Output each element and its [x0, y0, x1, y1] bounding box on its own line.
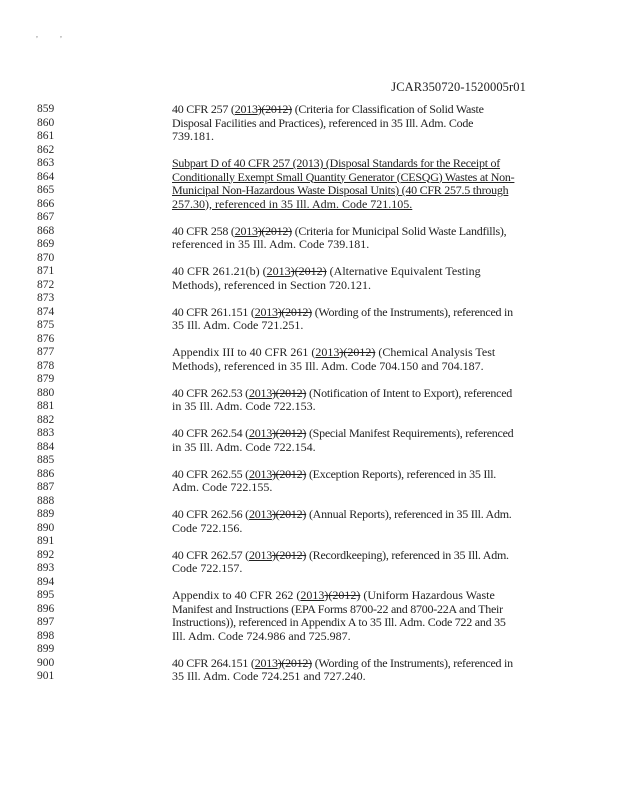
line-text [172, 615, 506, 629]
text-segment: 40 CFR 262.55 ( [172, 466, 249, 481]
document-line [0, 386, 618, 400]
document-line [0, 467, 618, 481]
document-line [0, 197, 618, 211]
line-number: 892 [37, 548, 55, 561]
struck-text: )(2012) [271, 547, 307, 562]
inserted-text: 2013 [266, 264, 291, 278]
line-number: 901 [37, 670, 55, 682]
line-number: 893 [37, 562, 55, 574]
text-segment: (Annual Reports), referenced in 35 Ill. Adm. [306, 507, 512, 521]
document-line [0, 305, 618, 319]
inserted-text: 2013 [254, 655, 278, 670]
text-segment: (Special Manifest Requirements), referenced [306, 426, 514, 440]
line-text [172, 561, 242, 575]
document-line [0, 345, 618, 359]
line-number: 884 [37, 440, 55, 453]
text-segment: Methods), referenced in Section 720.121. [172, 277, 371, 292]
text-segment: 40 CFR 262.54 ( [172, 426, 249, 440]
text-segment: 40 CFR 257 ( [172, 102, 235, 116]
line-number: 874 [37, 305, 55, 318]
text-segment: 40 CFR 262.57 ( [172, 547, 249, 562]
document-line [0, 359, 618, 373]
document-line [0, 413, 618, 427]
document-line [0, 561, 618, 575]
document-line [0, 480, 618, 494]
line-number: 895 [37, 589, 55, 601]
line-number: 886 [37, 467, 55, 480]
line-text [172, 656, 513, 670]
document-line [0, 224, 618, 238]
document-line [0, 453, 618, 467]
line-number: 899 [37, 643, 55, 655]
line-number: 865 [37, 184, 55, 196]
line-text [172, 237, 369, 251]
text-segment: (Criteria for Municipal Solid Waste Landfills), [291, 223, 507, 238]
text-segment: Code 722.156. [172, 520, 243, 535]
document-line [0, 575, 618, 589]
line-text [172, 507, 512, 521]
line-text [172, 480, 272, 494]
line-number: 885 [37, 454, 55, 466]
struck-text: )(2012) [271, 466, 307, 481]
struck-text: )(2012) [339, 345, 376, 359]
text-segment: 739.181. [172, 129, 214, 143]
line-number: 862 [37, 143, 55, 156]
text-segment: Ill. Adm. Code 724.986 and 725.987. [172, 628, 351, 643]
text-segment: in 35 Ill. Adm. Code 722.153. [172, 399, 316, 413]
line-number: 861 [37, 130, 55, 142]
line-text [172, 278, 371, 292]
line-text [172, 440, 316, 454]
text-segment: 40 CFR 262.56 ( [172, 507, 249, 521]
document-line [0, 656, 618, 670]
line-number: 859 [37, 103, 55, 115]
inserted-text: 2013 [248, 426, 272, 440]
document-line [0, 399, 618, 413]
inserted-text: 2013 [248, 507, 272, 521]
line-number: 872 [37, 278, 55, 291]
line-text [172, 264, 481, 278]
line-text [172, 318, 303, 332]
struck-text: )(2012) [277, 655, 312, 670]
text-segment: (Recordkeeping), referenced in 35 Ill. Adm. [306, 547, 509, 562]
document-id-code: JCAR350720-1520005r01 [391, 80, 526, 94]
line-text [172, 305, 513, 319]
line-number: 900 [37, 656, 55, 669]
document-line [0, 602, 618, 616]
struck-text: )(2012) [271, 385, 307, 400]
text-segment: Methods), referenced in 35 Ill. Adm. Code 704.150 and 704.187. [172, 358, 484, 373]
document-line [0, 129, 618, 143]
text-segment: Manifest and Instructions (EPA Forms 8700-22 and 8700-22A and Their [172, 601, 503, 616]
document-line [0, 615, 618, 629]
line-number: 889 [37, 508, 55, 520]
inserted-text: 2013 [248, 385, 272, 400]
text-segment: Adm. Code 722.155. [172, 480, 273, 494]
text-segment: Disposal Facilities and Practices), referenced in 35 Ill. Adm. Code [172, 115, 474, 130]
line-text [172, 197, 412, 211]
line-text [172, 426, 513, 440]
line-text [172, 629, 351, 643]
document-line [0, 102, 618, 116]
text-segment: (Notification of Intent to Export), referenced [306, 385, 513, 400]
text-segment: (Alternative Equivalent Testing [326, 264, 481, 278]
text-segment: 40 CFR 261.21(b) ( [172, 264, 267, 278]
text-segment: (Criteria for Classification of Solid Waste [291, 102, 484, 116]
line-text [172, 602, 503, 616]
line-number: 883 [37, 427, 55, 439]
line-number: 869 [37, 238, 55, 250]
line-number: 894 [37, 575, 55, 588]
line-number: 871 [37, 265, 55, 277]
line-text [172, 224, 506, 238]
text-segment: (Exception Reports), referenced in 35 Ill. [306, 466, 497, 481]
line-number: 896 [37, 602, 55, 615]
inserted-text: 2013 [254, 304, 278, 319]
document-line [0, 264, 618, 278]
inserted-text: 2013 [248, 466, 272, 481]
document-line [0, 291, 618, 305]
corner-marks: , , [36, 30, 72, 39]
document-line [0, 507, 618, 521]
text-segment: Appendix to 40 CFR 262 ( [172, 588, 301, 602]
line-text [172, 345, 495, 359]
document-line [0, 548, 618, 562]
line-text [172, 129, 214, 143]
line-number: 875 [37, 319, 55, 331]
document-line [0, 183, 618, 197]
struck-text: )(2012) [277, 304, 312, 319]
text-segment: in 35 Ill. Adm. Code 722.154. [172, 439, 316, 454]
text-segment: 40 CFR 258 ( [172, 223, 235, 238]
line-text [172, 588, 495, 602]
struck-text: )(2012) [324, 588, 361, 602]
line-number: 882 [37, 413, 55, 426]
document-line [0, 210, 618, 224]
text-segment: Code 722.157. [172, 561, 243, 575]
line-number: 868 [37, 224, 55, 237]
document-line [0, 332, 618, 346]
line-number: 867 [37, 211, 55, 223]
line-number: 866 [37, 197, 55, 210]
document-line [0, 629, 618, 643]
line-text [172, 399, 316, 413]
inserted-text: 2013 [300, 588, 325, 602]
text-segment: referenced in 35 Ill. Adm. Code 739.181. [172, 237, 370, 251]
struck-text: )(2012) [257, 223, 292, 238]
line-number: 897 [37, 616, 55, 628]
document-line [0, 116, 618, 130]
line-text [172, 521, 242, 535]
document-line [0, 440, 618, 454]
struck-text: )(2012) [271, 507, 307, 521]
line-text [172, 467, 496, 481]
line-number: 860 [37, 116, 55, 129]
document-line [0, 143, 618, 157]
text-segment: (Wording of the Instruments), referenced in [311, 304, 513, 319]
line-text [172, 170, 514, 184]
document-line [0, 521, 618, 535]
document-line [0, 669, 618, 683]
document-line [0, 251, 618, 265]
text-segment: (Chemical Analysis Test [375, 345, 496, 359]
line-number: 881 [37, 400, 55, 412]
line-text [172, 116, 473, 130]
line-text [172, 183, 508, 197]
line-number: 888 [37, 494, 55, 507]
inserted-text: 2013 [234, 102, 258, 116]
text-segment: 40 CFR 264.151 ( [172, 655, 255, 670]
inserted-text: 2013 [315, 345, 340, 359]
line-number: 880 [37, 386, 55, 399]
inserted-text: 2013 [234, 223, 258, 238]
line-text [172, 156, 500, 170]
inserted-text: 2013 [248, 547, 272, 562]
document-line [0, 426, 618, 440]
line-number: 887 [37, 481, 55, 493]
line-number: 879 [37, 373, 55, 385]
text-segment: (Uniform Hazardous Waste [360, 588, 495, 602]
line-number: 864 [37, 170, 55, 183]
line-text [172, 102, 484, 116]
line-text [172, 386, 512, 400]
document-line [0, 318, 618, 332]
document-line [0, 642, 618, 656]
line-number: 878 [37, 359, 55, 372]
text-segment: 40 CFR 262.53 ( [172, 385, 249, 400]
line-number: 891 [37, 535, 55, 547]
line-number: 898 [37, 629, 55, 642]
document-line [0, 237, 618, 251]
document-line [0, 170, 618, 184]
text-segment: (Wording of the Instruments), referenced in [311, 655, 513, 670]
line-text [172, 669, 366, 683]
document-line [0, 372, 618, 386]
text-segment: 40 CFR 261.151 ( [172, 304, 255, 319]
line-number: 870 [37, 251, 55, 264]
document-line [0, 588, 618, 602]
struck-text: )(2012) [290, 264, 327, 278]
document-line [0, 156, 618, 170]
inserted-text: 257.30), referenced in 35 Ill. Adm. Code 721.105. [172, 196, 413, 211]
line-number: 863 [37, 157, 55, 169]
inserted-text: Subpart D of 40 CFR 257 (2013) (Disposal Standards for the Receipt of [172, 156, 501, 170]
document-line [0, 494, 618, 508]
text-segment: 35 Ill. Adm. Code 724.251 and 727.240. [172, 669, 366, 683]
inserted-text: Conditionally Exempt Small Quantity Generator (CESQG) Wastes at Non- [172, 169, 515, 184]
document-line [0, 534, 618, 548]
document-line [0, 278, 618, 292]
struck-text: )(2012) [257, 102, 292, 116]
inserted-text: Municipal Non-Hazardous Waste Disposal Units) (40 CFR 257.5 through [172, 183, 509, 197]
struck-text: )(2012) [271, 426, 307, 440]
line-text [172, 548, 509, 562]
line-number: 873 [37, 292, 55, 304]
text-segment: Appendix III to 40 CFR 261 ( [172, 345, 316, 359]
text-segment: Instructions)), referenced in Appendix A to 35 Ill. Adm. Code 722 and 35 [172, 615, 506, 629]
line-number: 876 [37, 332, 55, 345]
line-text [172, 359, 484, 373]
line-number: 890 [37, 521, 55, 534]
text-segment: 35 Ill. Adm. Code 721.251. [172, 318, 304, 332]
line-number: 877 [37, 346, 55, 358]
